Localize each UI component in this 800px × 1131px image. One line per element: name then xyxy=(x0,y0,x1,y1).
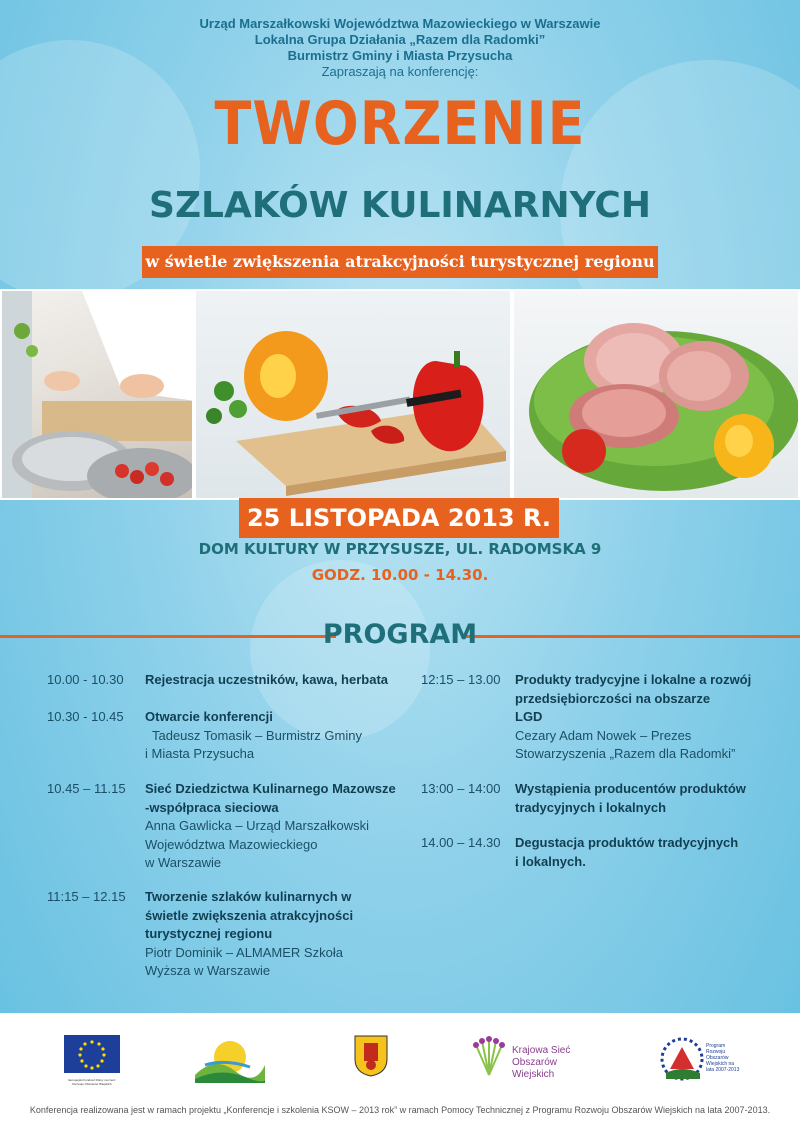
schedule-speaker: Stowarzyszenia „Razem dla Radomki” xyxy=(515,746,736,761)
event-venue: DOM KULTURY W PRZYSUSZE, UL. RADOMSKA 9 xyxy=(198,540,602,558)
sponsor-footer xyxy=(0,1013,800,1131)
schedule-time: 12:15 – 13.00 xyxy=(421,672,501,687)
photo-meats xyxy=(512,289,800,500)
schedule-time: 10.30 - 10.45 xyxy=(47,709,124,724)
organizer-line-1: Urząd Marszałkowski Województwa Mazowieckiego w Warszawie xyxy=(199,16,601,31)
photo-chef-cooking xyxy=(0,289,194,500)
organizers-header xyxy=(0,16,800,80)
schedule-title: Produkty tradycyjne i lokalne a rozwój przedsiębiorczości na obszarze LGD xyxy=(515,672,752,724)
schedule-speaker: Cezary Adam Nowek – Prezes xyxy=(515,727,692,743)
schedule-title: Sieć Dziedzictwa Kulinarnego Mazowsze -współpraca sieciowa xyxy=(145,781,396,815)
event-date: 25 LISTOPADA 2013 R. xyxy=(239,498,559,538)
prow-text: Program Rozwoju Obszarów Wiejskich na lata 2007-2013 xyxy=(706,1043,740,1073)
program-header xyxy=(0,618,800,652)
program-title: PROGRAM xyxy=(322,619,478,650)
schedule-speaker: w Warszawie xyxy=(145,855,222,870)
main-title: TWORZENIE xyxy=(214,89,586,159)
schedule-speaker: i Miasta Przysucha xyxy=(145,746,255,761)
schedule-title: Rejestracja uczestników, kawa, herbata xyxy=(145,672,389,687)
event-hours: GODZ. 10.00 - 14.30. xyxy=(311,566,489,584)
schedule-time: 14.00 – 14.30 xyxy=(421,835,501,850)
schedule-time: 11:15 – 12.15 xyxy=(47,889,126,904)
schedule-speaker: Tadeusz Tomasik – Burmistrz Gminy xyxy=(145,727,362,743)
subtitle-band: w świetle zwiększenia atrakcyjności turystycznej regionu xyxy=(142,246,658,278)
coat-of-arms-logo xyxy=(354,1035,388,1082)
schedule-title: Otwarcie konferencji xyxy=(145,709,273,724)
invite-line: Zapraszają na konferencję: xyxy=(321,64,479,79)
schedule-time: 10.00 - 10.30 xyxy=(47,672,124,687)
schedule-speaker: Wyższa w Warszawie xyxy=(145,963,271,978)
photo-peppers xyxy=(194,289,512,500)
organizer-line-3: Burmistrz Gminy i Miasta Przysucha xyxy=(287,48,513,63)
organizer-line-2: Lokalna Grupa Działania „Razem dla Radomki” xyxy=(254,32,546,47)
footer-note: Konferencja realizowana jest w ramach projektu „Konferencje i szkolenia KSOW – 2013 rok” w ramach Pomocy Technicznej z Programu Rozwoju Obszarów Wiejskich na lata 2007-2013. xyxy=(29,1105,771,1115)
program-schedule xyxy=(0,663,800,1003)
photo-strip xyxy=(0,289,800,500)
eu-flag-logo xyxy=(64,1035,120,1086)
schedule-time: 10.45 – 11.15 xyxy=(47,781,126,796)
schedule-speaker: Województwa Mazowieckiego xyxy=(145,836,318,852)
schedule-title: Tworzenie szlaków kulinarnych w świetle zwiększenia atrakcyjności turystycznej regionu xyxy=(145,889,354,941)
lgd-logo xyxy=(195,1035,265,1088)
schedule-title: Degustacja produktów tradycyjnych i lokalnych. xyxy=(515,835,739,869)
main-title-line-2: SZLAKÓW KULINARNYCH xyxy=(149,185,651,226)
schedule-title: Wystąpienia producentów produktów tradycyjnych i lokalnych xyxy=(515,781,746,815)
schedule-speaker: Piotr Dominik – ALMAMER Szkoła xyxy=(145,944,343,960)
eu-caption: Europejski Fundusz Rolny na rzecz Rozwoju Obszarów Wiejskich xyxy=(68,1078,116,1086)
schedule-speaker: Anna Gawlicka – Urząd Marszałkowski xyxy=(145,818,369,833)
schedule-time: 13:00 – 14:00 xyxy=(421,781,501,796)
ksow-text: Krajowa Sieć Obszarów Wiejskich xyxy=(512,1045,571,1080)
